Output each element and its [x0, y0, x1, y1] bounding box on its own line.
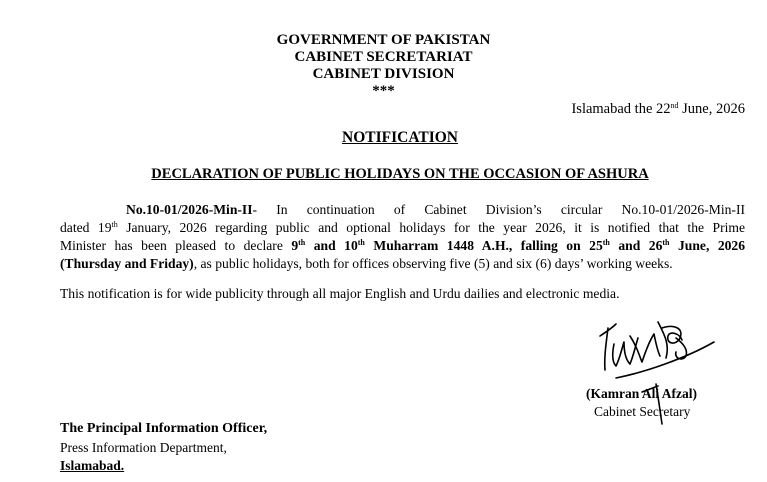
date-sup-2: th: [357, 238, 365, 247]
body-line-2-a: dated 19: [60, 220, 112, 235]
body-line-1: [60, 201, 745, 219]
holiday-days: (Thursday and Friday): [60, 256, 194, 271]
addressee-title: The Principal Information Officer,: [60, 421, 268, 436]
body-line-4-rest: , as public holidays, both for offices observing five (5) and six (6) days’ working weeks.: [193, 256, 673, 271]
reference-number: No.10-01/2026-Min-II: [126, 202, 253, 217]
date-part-2: and 10: [305, 238, 358, 253]
subject-line: DECLARATION OF PUBLIC HOLIDAYS ON THE OCCASION OF ASHURA: [151, 166, 649, 182]
addressee-department: Press Information Department,: [60, 440, 227, 455]
body-line-4: [60, 255, 745, 273]
header-stars: ***: [372, 83, 395, 99]
date-prefix: Islamabad the 22: [571, 101, 671, 117]
date-rest: June, 2026: [678, 101, 745, 117]
date-part-4: and 26: [609, 238, 663, 253]
body-line-3-a: Minister has been pleased to declare: [60, 238, 292, 253]
signatory-name: [586, 386, 697, 402]
header-division: CABINET DIVISION: [312, 66, 455, 82]
date-sup-1: th: [298, 238, 306, 247]
signatory-close: ): [692, 386, 697, 401]
addressee-city: Islamabad.: [60, 458, 125, 473]
body-line-2-sup: th: [111, 220, 118, 229]
date-suffix: nd: [670, 101, 679, 110]
date-part-5: June, 2026: [669, 238, 746, 253]
body-line-1-text: - In continuation of Cabinet Division’s circular No.10-01/2026-Min-II: [252, 202, 745, 217]
date-part-3: Muharram 1448 A.H., falling on 25: [364, 238, 603, 253]
body-line-3: [60, 237, 745, 255]
date-sup-3: th: [602, 238, 610, 247]
holiday-dates: [291, 238, 745, 253]
signatory-open: (: [586, 386, 591, 401]
body-line-2: [60, 219, 745, 237]
body-line-2-b: January, 2026 regarding public and optional holidays for the year 2026, it is notified that the Prime: [117, 220, 745, 235]
issue-date: [571, 101, 745, 118]
signatory-designation: Cabinet Secretary: [594, 404, 691, 419]
signatory-name-text: Kamran Ali Afzal: [590, 386, 693, 401]
header-government: GOVERNMENT OF PAKISTAN: [276, 32, 491, 48]
publicity-note: This notification is for wide publicity through all major English and Urdu dailies and electronic media.: [60, 286, 620, 301]
page-title: NOTIFICATION: [342, 129, 458, 146]
date-sup-4: th: [662, 238, 670, 247]
date-part-1: 9: [291, 238, 299, 253]
header-secretariat: CABINET SECRETARIAT: [294, 49, 473, 65]
